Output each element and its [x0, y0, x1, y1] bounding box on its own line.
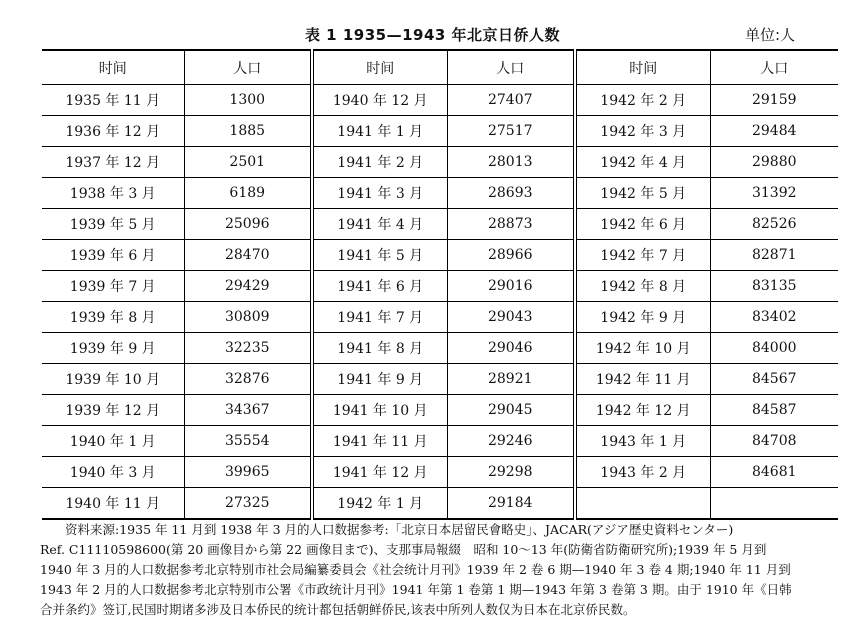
- note-line: 合并条约》签订,民国时期诸多涉及日本侨民的统计都包括朝鲜侨民,该表中所列人数仅为日本在北京侨民数。: [40, 602, 636, 617]
- population-cell: 28921: [447, 364, 575, 395]
- note-line: 资料来源:1935 年 11 月到 1938 年 3 月的人口数据参考:「北京日本居留民會略史」、JACAR(アジア歴史資料センター): [65, 522, 734, 537]
- time-cell: 1943 年 2 月: [575, 457, 710, 488]
- time-cell: 1941 年 8 月: [312, 333, 447, 364]
- time-cell: 1942 年 2 月: [575, 85, 710, 116]
- time-cell: 1942 年 6 月: [575, 209, 710, 240]
- unit-label: 单位:人: [744, 26, 795, 44]
- population-table: [42, 49, 838, 520]
- table-row: [42, 147, 838, 178]
- population-cell: 29045: [447, 395, 575, 426]
- population-cell: 29484: [710, 116, 838, 147]
- time-cell: 1942 年 1 月: [312, 488, 447, 520]
- population-cell: 28013: [447, 147, 575, 178]
- time-cell: 1940 年 12 月: [312, 85, 447, 116]
- population-cell: 84567: [710, 364, 838, 395]
- population-cell: 84587: [710, 395, 838, 426]
- population-cell: 34367: [184, 395, 312, 426]
- population-cell: 35554: [184, 426, 312, 457]
- header-time: 时间: [575, 50, 710, 85]
- time-cell: 1936 年 12 月: [42, 116, 184, 147]
- time-cell: 1938 年 3 月: [42, 178, 184, 209]
- population-cell: [710, 488, 838, 520]
- time-cell: 1942 年 7 月: [575, 240, 710, 271]
- population-cell: 29184: [447, 488, 575, 520]
- population-cell: 29429: [184, 271, 312, 302]
- time-cell: 1939 年 7 月: [42, 271, 184, 302]
- table-row: [42, 116, 838, 147]
- time-cell: 1939 年 8 月: [42, 302, 184, 333]
- population-cell: 28966: [447, 240, 575, 271]
- time-cell: 1939 年 9 月: [42, 333, 184, 364]
- table-row: [42, 85, 838, 116]
- time-cell: 1940 年 11 月: [65, 496, 161, 512]
- time-cell: 1942 年 5 月: [575, 178, 710, 209]
- header-population: 人口: [184, 50, 312, 85]
- header-row: [42, 50, 838, 85]
- population-cell: 29159: [710, 85, 838, 116]
- population-cell: 32235: [184, 333, 312, 364]
- population-cell: 2501: [184, 147, 312, 178]
- population-cell: 83135: [710, 271, 838, 302]
- table-row: [42, 178, 838, 209]
- time-cell: 1941 年 6 月: [312, 271, 447, 302]
- time-cell: 1941 年 3 月: [312, 178, 447, 209]
- population-cell: 28693: [447, 178, 575, 209]
- time-cell: [575, 488, 710, 520]
- population-cell: 27325: [184, 488, 312, 520]
- time-cell: 1941 年 1 月: [312, 116, 447, 147]
- population-cell: 82526: [710, 209, 838, 240]
- time-cell: 1939 年 5 月: [42, 209, 184, 240]
- table-row: [42, 240, 838, 271]
- time-cell: 1941 年 4 月: [312, 209, 447, 240]
- time-cell: 1941 年 11 月: [312, 426, 447, 457]
- time-cell: 1939 年 12 月: [42, 395, 184, 426]
- time-cell: 1940 年 1 月: [42, 426, 184, 457]
- time-cell: 1942 年 4 月: [575, 147, 710, 178]
- population-cell: 29016: [447, 271, 575, 302]
- time-cell: 1939 年 10 月: [42, 364, 184, 395]
- time-cell: 1943 年 1 月: [575, 426, 710, 457]
- time-cell: 1937 年 12 月: [42, 147, 184, 178]
- note-line: Ref. C11110598600(第 20 画像目から第 22 画像目まで)、支那事局報綴 昭和 10～13 年(防衛省防衛研究所);1939 年 5 月到: [40, 542, 767, 557]
- table-row: [42, 364, 838, 395]
- population-cell: 29046: [447, 333, 575, 364]
- time-cell: 1942 年 3 月: [575, 116, 710, 147]
- population-cell: 84681: [710, 457, 838, 488]
- header-time: 时间: [42, 50, 184, 85]
- population-cell: 29298: [447, 457, 575, 488]
- time-cell: 1941 年 12 月: [312, 457, 447, 488]
- header-population: 人口: [447, 50, 575, 85]
- population-cell: 1300: [184, 85, 312, 116]
- population-cell: 28470: [184, 240, 312, 271]
- population-cell: 29880: [710, 147, 838, 178]
- time-cell: 1941 年 7 月: [312, 302, 447, 333]
- header-time: 时间: [312, 50, 447, 85]
- population-cell: 30809: [184, 302, 312, 333]
- table-row: [42, 488, 838, 520]
- time-cell: 1941 年 2 月: [312, 147, 447, 178]
- population-cell: 1885: [184, 116, 312, 147]
- header-population: 人口: [710, 50, 838, 85]
- population-cell: 31392: [710, 178, 838, 209]
- population-cell: 25096: [184, 209, 312, 240]
- time-cell: 1942 年 11 月: [575, 364, 710, 395]
- time-cell: 1942 年 9 月: [575, 302, 710, 333]
- population-cell: 32876: [184, 364, 312, 395]
- population-cell: 84000: [710, 333, 838, 364]
- table-title: 表 1 1935—1943 年北京日侨人数: [304, 26, 561, 44]
- population-cell: 82871: [710, 240, 838, 271]
- population-cell: 83402: [710, 302, 838, 333]
- note-line: 1943 年 2 月的人口数据参考北京特别市公署《市政统计月刊》1941 年第 1 卷第 1 期—1943 年第 3 卷第 3 期。由于 1910 年《日韩: [40, 582, 792, 597]
- time-cell: 1941 年 9 月: [312, 364, 447, 395]
- table-row: [42, 333, 838, 364]
- table-row: [42, 302, 838, 333]
- time-cell: 1939 年 6 月: [42, 240, 184, 271]
- population-cell: 27517: [447, 116, 575, 147]
- time-cell: 1941 年 5 月: [312, 240, 447, 271]
- time-cell: 1942 年 10 月: [575, 333, 710, 364]
- time-cell: 1942 年 12 月: [575, 395, 710, 426]
- table-row: [42, 457, 838, 488]
- population-cell: 28873: [447, 209, 575, 240]
- time-cell: 1935 年 11 月: [42, 85, 184, 116]
- table-row: [42, 271, 838, 302]
- source-note: [40, 520, 842, 620]
- population-cell: 29043: [447, 302, 575, 333]
- population-cell: 6189: [184, 178, 312, 209]
- note-line: 1940 年 3 月的人口数据参考北京特别市社会局編纂委員会《社会统计月刊》1939 年 2 卷 6 期—1940 年 3 卷 4 期;1940 年 11 月到: [40, 562, 791, 577]
- population-cell: 29246: [447, 426, 575, 457]
- table-row: [42, 426, 838, 457]
- time-cell: 1940 年 3 月: [42, 457, 184, 488]
- time-cell: 1942 年 8 月: [575, 271, 710, 302]
- table-row: [42, 209, 838, 240]
- time-cell: 1941 年 10 月: [312, 395, 447, 426]
- population-cell: 84708: [710, 426, 838, 457]
- table-row: [42, 395, 838, 426]
- population-cell: 39965: [184, 457, 312, 488]
- population-cell: 27407: [447, 85, 575, 116]
